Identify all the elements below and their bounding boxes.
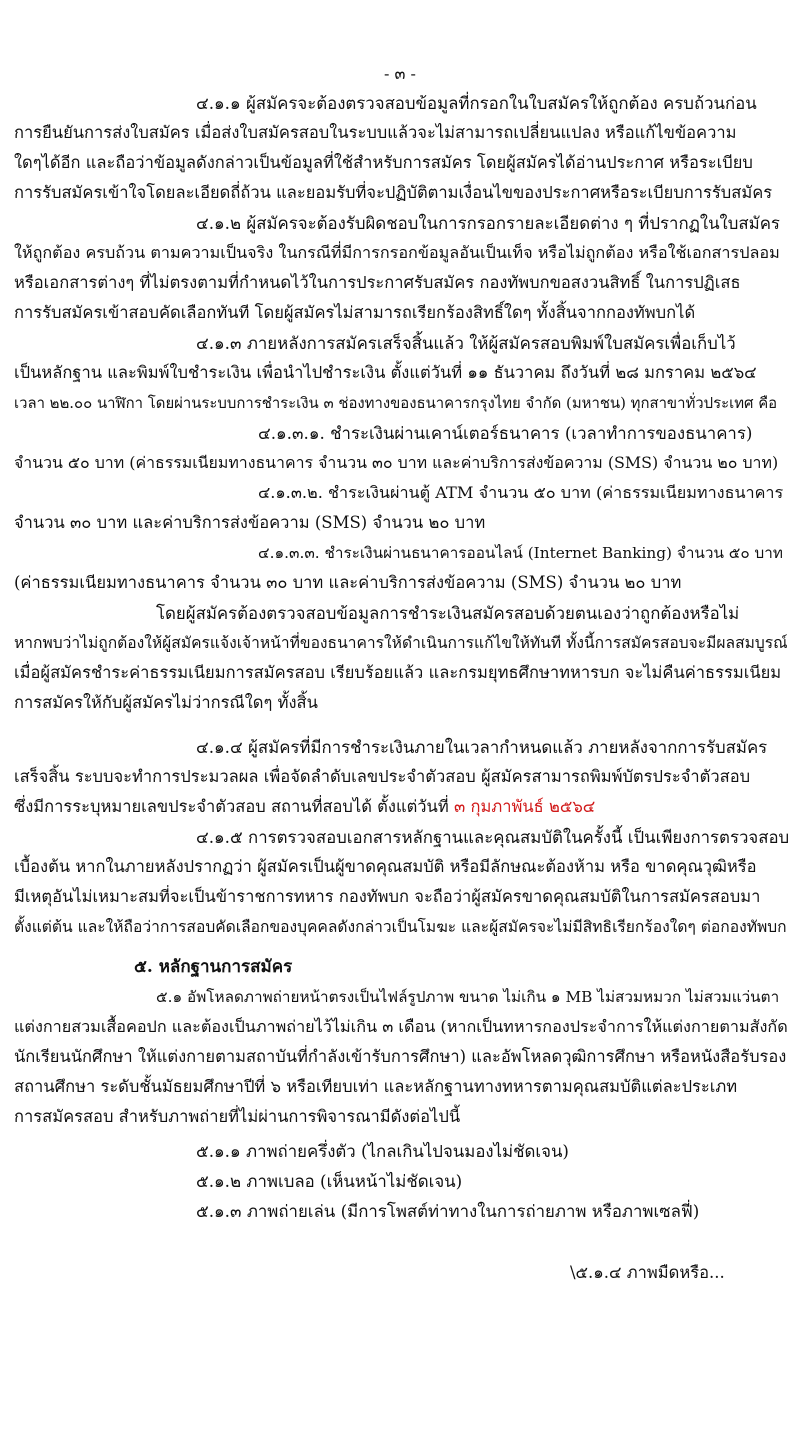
page-number: - ๓ - <box>384 64 416 83</box>
body-line: ๔.๑.๓ ภายหลังการสมัครเสร็จสิ้นแล้ว ให้ผู้สมัครสอบพิมพ์ใบสมัครเพื่อเก็บไว้ <box>196 333 736 353</box>
continuation-note: \๕.๑.๔ ภาพมืดหรือ... <box>570 1263 725 1282</box>
body-line: ๔.๑.๔ ผู้สมัครที่มีการชำระเงินภายในเวลากำหนดแล้ว ภายหลังจากการรับสมัคร <box>196 737 768 757</box>
body-line: การรับสมัครเข้าสอบคัดเลือกทันที โดยผู้สมัครไม่สามารถเรียกร้องสิทธิ์ใดๆ ทั้งสิ้นจากกองทัพบกได้ <box>14 303 696 322</box>
body-line: จำนวน ๕๐ บาท (ค่าธรรมเนียมทางธนาคาร จำนวน ๓๐ บาท และค่าบริการส่งข้อความ (SMS) จำนวน ๒๐ บาท) <box>14 453 779 472</box>
body-line: ๔.๑.๓.๒. ชำระเงินผ่านตู้ ATM จำนวน ๕๐ บาท (ค่าธรรมเนียมทางธนาคาร <box>258 483 784 502</box>
date-highlight: ๓ กุมภาพันธ์ ๒๕๖๔ <box>453 797 596 816</box>
body-line: การสมัครสอบ สำหรับภาพถ่ายที่ไม่ผ่านการพิจารณามีดังต่อไปนี้ <box>14 1107 461 1126</box>
body-line: เบื้องต้น หากในภายหลังปรากฏว่า ผู้สมัครเป็นผู้ขาดคุณสมบัติ หรือมีลักษณะต้องห้าม หรือ ขาดคุณวุฒิหรือ <box>14 857 757 876</box>
body-line: สถานศึกษา ระดับชั้นมัธยมศึกษาปีที่ ๖ หรือเทียบเท่า และหลักฐานทางทหารตามคุณสมบัติแต่ละประเภท <box>14 1077 738 1096</box>
body-line-text: ซึ่งมีการระบุหมายเลขประจำตัวสอบ สถานที่สอบได้ ตั้งแต่วันที่ <box>14 797 454 816</box>
body-line: ตั้งแต่ต้น และให้ถือว่าการสอบคัดเลือกของบุคคลดังกล่าวเป็นโมฆะ และผู้สมัครจะไม่มีสิทธิเรียกร้องใดๆ ต่อกองทัพบก <box>14 918 787 936</box>
body-line: เป็นหลักฐาน และพิมพ์ใบชำระเงิน เพื่อนำไปชำระเงิน ตั้งแต่วันที่ ๑๑ ธันวาคม ถึงวันที่ ๒๘ มกราคม ๒๕๖๔ <box>14 363 757 382</box>
body-line: การรับสมัครเข้าใจโดยละเอียดถี่ถ้วน และยอมรับที่จะปฏิบัติตามเงื่อนไขของประกาศหรือระเบียบการรับสมัคร <box>14 183 773 202</box>
body-line: จำนวน ๓๐ บาท และค่าบริการส่งข้อความ (SMS) จำนวน ๒๐ บาท <box>14 513 486 532</box>
body-line: หากพบว่าไม่ถูกต้องให้ผู้สมัครแจ้งเจ้าหน้าที่ของธนาคารให้ดำเนินการแก้ไขให้ทันที ทั้งนี้การสมัครสอบจะมีผลสมบูรณ์ <box>14 634 788 652</box>
body-line: แต่งกายสวมเสื้อคอปก และต้องเป็นภาพถ่ายไว้ไม่เกิน ๓ เดือน (หากเป็นทหารกองประจำการให้แต่งกายตามสังกัด <box>14 1017 788 1036</box>
body-line: (ค่าธรรมเนียมทางธนาคาร จำนวน ๓๐ บาท และค่าบริการส่งข้อความ (SMS) จำนวน ๒๐ บาท <box>14 573 682 592</box>
body-line: การสมัครให้กับผู้สมัครไม่ว่ากรณีใดๆ ทั้งสิ้น <box>14 693 318 712</box>
body-line: ๕.๑ อัพโหลดภาพถ่ายหน้าตรงเป็นไฟล์รูปภาพ ขนาด ไม่เกิน ๑ MB ไม่สวมหมวก ไม่สวมแว่นตา <box>156 988 780 1006</box>
body-line: ๔.๑.๒ ผู้สมัครจะต้องรับผิดชอบในการกรอกรายละเอียดต่าง ๆ ที่ปรากฏในใบสมัคร <box>196 213 780 233</box>
body-line: ๔.๑.๓.๓. ชำระเงินผ่านธนาคารออนไลน์ (Internet Banking) จำนวน ๕๐ บาท <box>258 544 783 562</box>
body-line: ๕.๑.๓ ภาพถ่ายเล่น (มีการโพสต์ท่าทางในการถ่ายภาพ หรือภาพเซลฟี่) <box>196 1201 700 1221</box>
body-line: ๔.๑.๓.๑. ชำระเงินผ่านเคาน์เตอร์ธนาคาร (เวลาทำการของธนาคาร) <box>258 423 753 443</box>
section-heading: ๕. หลักฐานการสมัคร <box>134 957 293 977</box>
body-line: เมื่อผู้สมัครชำระค่าธรรมเนียมการสมัครสอบ เรียบร้อยแล้ว และกรมยุทธศึกษาทหารบก จะไม่คืนค่าธรรมเนียม <box>14 663 782 682</box>
body-line: ใดๆได้อีก และถือว่าข้อมูลดังกล่าวเป็นข้อมูลที่ใช้สำหรับการสมัคร โดยผู้สมัครได้อ่านประกาศ หรือระเบียบ <box>14 153 753 172</box>
body-line <box>14 796 595 818</box>
body-line: ๕.๑.๒ ภาพเบลอ (เห็นหน้าไม่ชัดเจน) <box>196 1171 463 1191</box>
body-line: เวลา ๒๒.๐๐ นาฬิกา โดยผ่านระบบการชำระเงิน ๓ ช่องทางของธนาคารกรุงไทย จำกัด (มหาชน) ทุกสาขาทั่วประเทศ คือ <box>14 394 778 412</box>
body-line: ๔.๑.๕ การตรวจสอบเอกสารหลักฐานและคุณสมบัติในครั้งนี้ เป็นเพียงการตรวจสอบ <box>196 827 790 847</box>
body-line: นักเรียนนักศึกษา ให้แต่งกายตามสถาบันที่กำลังเข้ารับการศึกษา) และอัพโหลดวุฒิการศึกษา หรือหนังสือรับรอง <box>14 1047 787 1066</box>
body-line: การยืนยันการส่งใบสมัคร เมื่อส่งใบสมัครสอบในระบบแล้วจะไม่สามารถเปลี่ยนแปลง หรือแก้ไขข้อความ <box>14 123 737 142</box>
body-line: ๔.๑.๑ ผู้สมัครจะต้องตรวจสอบข้อมูลที่กรอกในใบสมัครให้ถูกต้อง ครบถ้วนก่อน <box>196 93 757 113</box>
body-line: ๕.๑.๑ ภาพถ่ายครึ่งตัว (ไกลเกินไปจนมองไม่ชัดเจน) <box>196 1141 569 1161</box>
body-line: ให้ถูกต้อง ครบถ้วน ตามความเป็นจริง ในกรณีที่มีการกรอกข้อมูลอันเป็นเท็จ หรือไม่ถูกต้อง หรือใช้เอกสารปลอม <box>14 243 780 262</box>
body-line: หรือเอกสารต่างๆ ที่ไม่ตรงตามที่กำหนดไว้ในการประกาศรับสมัคร กองทัพบกขอสงวนสิทธิ์ ในการปฏิเสธ <box>14 273 741 292</box>
body-line: มีเหตุอันไม่เหมาะสมที่จะเป็นข้าราชการทหาร กองทัพบก จะถือว่าผู้สมัครขาดคุณสมบัติในการสมัครสอบมา <box>14 887 761 906</box>
body-line: เสร็จสิ้น ระบบจะทำการประมวลผล เพื่อจัดลำดับเลขประจำตัวสอบ ผู้สมัครสามารถพิมพ์บัตรประจำตัวสอบ <box>14 767 751 786</box>
body-line: โดยผู้สมัครต้องตรวจสอบข้อมูลการชำระเงินสมัครสอบด้วยตนเองว่าถูกต้องหรือไม่ <box>156 603 740 623</box>
